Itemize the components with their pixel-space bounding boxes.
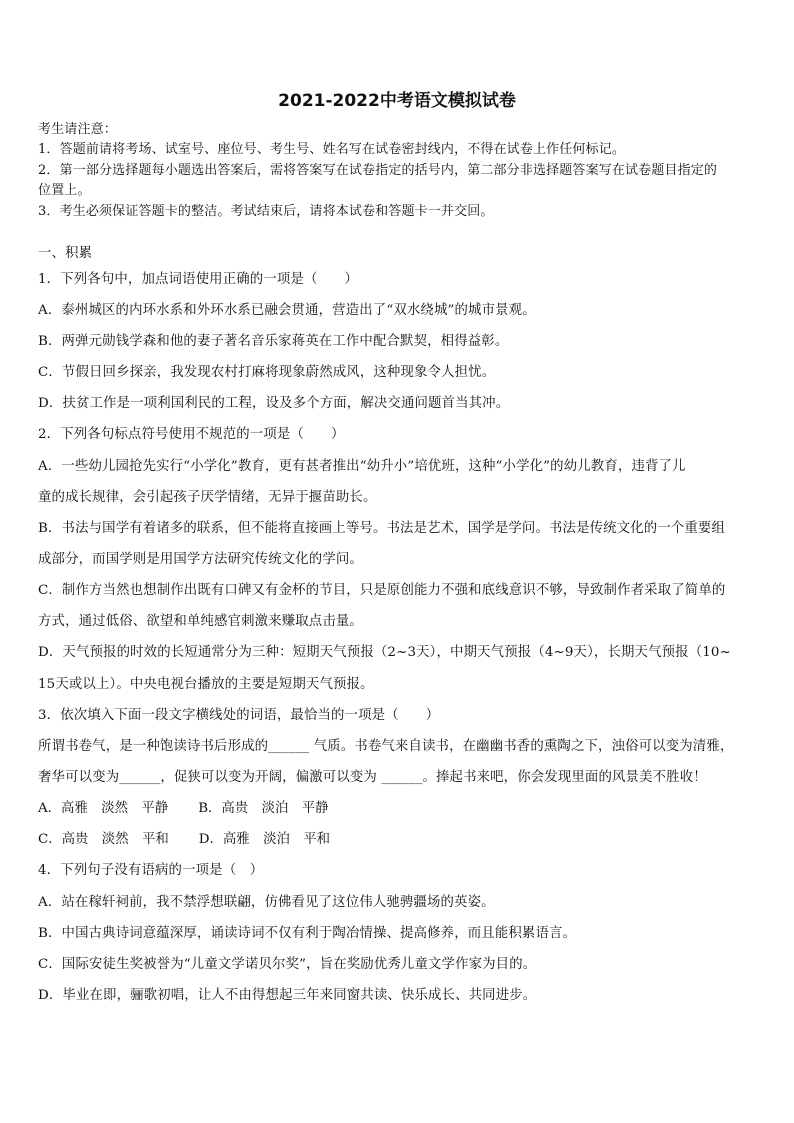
- question-option: D．天气预报的时效的长短通常分为三种：短期天气预报（2~3天），中期天气预报（4~9天），长期天气预报（10~: [38, 645, 731, 660]
- question-stem: 4．下列句子没有语病的一项是（ ）: [38, 863, 264, 878]
- notice-item: 1．答题前请将考场、试室号、座位号、考生号、姓名写在试卷密封线内，不得在试卷上作任何标记。: [38, 142, 626, 157]
- question-option: 成部分，而国学则是用国学方法研究传统文化的学问。: [38, 552, 363, 567]
- question-option: A．泰州城区的内环水系和外环水系已融会贯通，营造出了“双水绕城”的城市景观。: [38, 303, 536, 318]
- question-option: B．两弹元勋钱学森和他的妻子著名音乐家蒋英在工作中配合默契，相得益彰。: [38, 334, 509, 349]
- notice-heading: 考生请注意：: [38, 122, 117, 137]
- options-row: [38, 830, 330, 850]
- question-option: C．制作方当然也想制作出既有口碑又有金杯的节目，只是原创能力不强和底线意识不够，导致制作者采取了简单的: [38, 583, 726, 598]
- question-option: C．国际安徒生奖被誉为“儿童文学诺贝尔奖”，旨在奖励优秀儿童文学作家为目的。: [38, 957, 537, 972]
- exam-title: 2021-2022中考语文模拟试卷: [278, 91, 516, 111]
- question-option: A．站在稼轩祠前，我不禁浮想联翩，仿佛看见了这位伟人驰骋疆场的英姿。: [38, 895, 495, 910]
- options-row: [38, 799, 329, 819]
- question-passage: 奢华可以变为______，促狭可以变为开阔，偏激可以变为 ______。捧起书来吧，你会发现里面的风景美不胜收！: [38, 770, 707, 785]
- notice-item: 3．考生必须保证答题卡的整洁。考试结束后，请将本试卷和答题卡一并交回。: [38, 204, 494, 219]
- question-option: A．高雅 淡然 平静: [38, 801, 169, 816]
- question-stem: 2．下列各句标点符号使用不规范的一项是（ ）: [38, 427, 345, 442]
- question-option: D．毕业在即，骊歌初唱，让人不由得想起三年来同窗共读、快乐成长、共同进步。: [38, 988, 537, 1003]
- question-passage: 所谓书卷气，是一种饱读诗书后形成的______ 气质。书卷气来自读书，在幽幽书香的熏陶之下，浊俗可以变为清雅，: [38, 739, 734, 754]
- question-option: 方式，通过低俗、欲望和单纯感官刺激来赚取点击量。: [38, 614, 363, 629]
- question-option: B．书法与国学有着诸多的联系，但不能将直接画上等号。书法是艺术，国学是学问。书法是传统文化的一个重要组: [38, 521, 726, 536]
- question-option: C．节假日回乡探亲，我发现农村打麻将现象蔚然成风，这种现象令人担忧。: [38, 365, 496, 380]
- notice-item: 2．第一部分选择题每小题选出答案后，需将答案写在试卷指定的括号内，第二部分非选择题答案写在试卷题目指定的: [38, 163, 718, 178]
- notice-item: 位置上。: [38, 183, 91, 198]
- question-option: A．一些幼儿园抢先实行“小学化”教育，更有甚者推出“幼升小”培优班，这种“小学化”的幼儿教育，违背了儿: [38, 459, 686, 474]
- question-stem: 3．依次填入下面一段文字横线处的词语，最恰当的一项是（ ）: [38, 708, 440, 723]
- question-option: B．中国古典诗词意蕴深厚，诵读诗词不仅有利于陶冶情操、提高修养，而且能积累语言。: [38, 926, 577, 941]
- question-option: C．高贵 淡然 平和: [38, 832, 169, 847]
- question-option: D．高雅 淡泊 平和: [198, 832, 331, 847]
- question-stem: 1．下列各句中，加点词语使用正确的一项是（ ）: [38, 272, 359, 287]
- question-option: 15天或以上）。中央电视台播放的主要是短期天气预报。: [38, 677, 374, 692]
- question-option: 童的成长规律，会引起孩子厌学情绪，无异于揠苗助长。: [38, 490, 377, 505]
- section-title: 一、积累: [38, 246, 93, 261]
- question-option: B．高贵 淡泊 平静: [198, 801, 329, 816]
- question-option: D．扶贫工作是一项利国利民的工程，设及多个方面，解决交通问题首当其冲。: [38, 396, 510, 411]
